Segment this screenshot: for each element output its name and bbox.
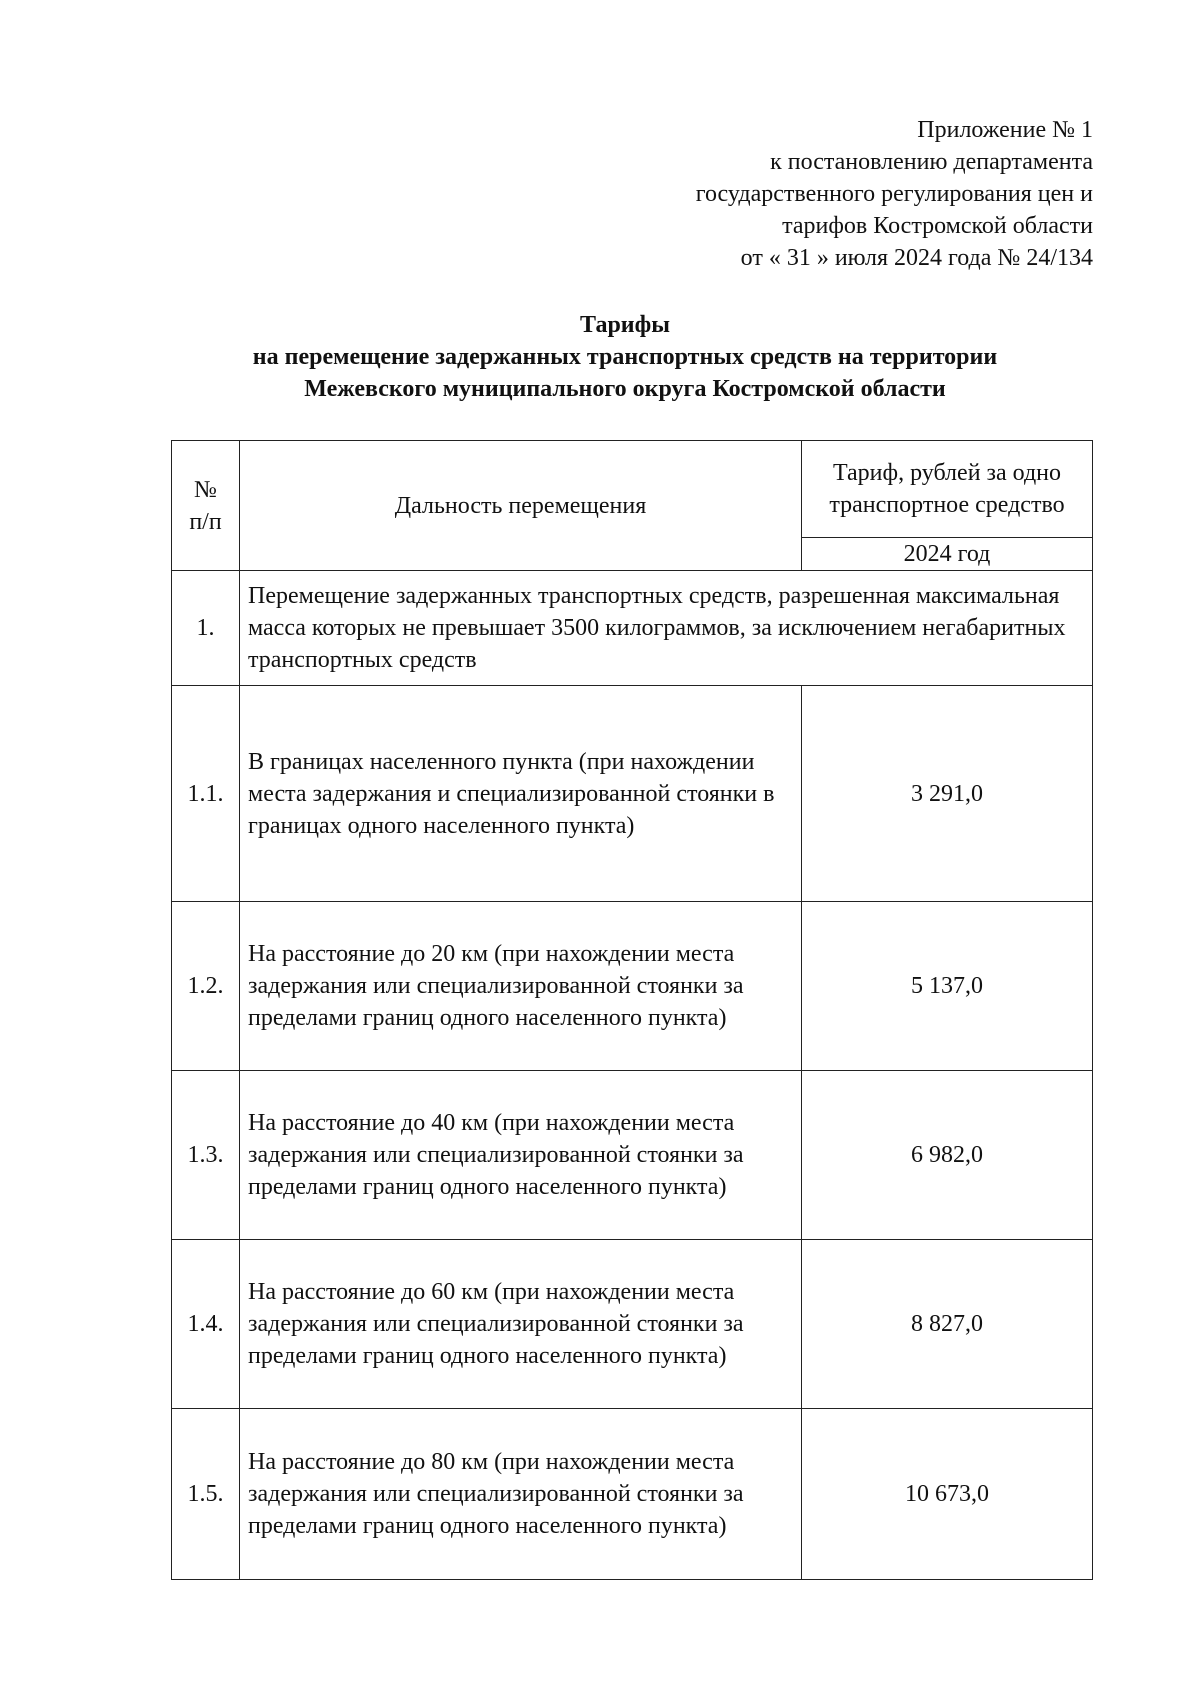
table-row xyxy=(172,1071,1093,1240)
row-number: 1.4. xyxy=(172,1240,240,1409)
row-distance: На расстояние до 80 км (при нахождении места задержания или специализированной стоянки за пределами границ одного населенного пункта) xyxy=(240,1409,802,1580)
table-row xyxy=(172,1409,1093,1580)
appendix-line: государственного регулирования цен и xyxy=(695,181,1093,207)
appendix-line: Приложение № 1 xyxy=(917,117,1093,143)
row-tariff: 5 137,0 xyxy=(802,902,1093,1071)
row-distance: На расстояние до 40 км (при нахождении места задержания или специализированной стоянки за пределами границ одного населенного пункта) xyxy=(240,1071,802,1240)
appendix-line: от « 31 » июля 2024 года № 24/134 xyxy=(740,245,1093,271)
header-year-text: 2024 год xyxy=(903,541,991,567)
row-number: 1. xyxy=(172,571,240,686)
header-tariff xyxy=(802,441,1093,538)
row-tariff: 8 827,0 xyxy=(802,1240,1093,1409)
header-distance-text: Дальность перемещения xyxy=(394,492,647,519)
row-distance: На расстояние до 20 км (при нахождении места задержания или специализированной стоянки за пределами границ одного населенного пункта) xyxy=(240,902,802,1071)
header-distance xyxy=(240,441,802,571)
section-text: Перемещение задержанных транспортных средств, разрешенная максимальная масса которых не превышает 3500 килограммов, за исключением негабаритных транспортных средств xyxy=(240,571,1093,686)
title-line: Тарифы xyxy=(580,312,670,338)
header-number-text: № п/п xyxy=(189,476,222,535)
row-number: 1.3. xyxy=(172,1071,240,1240)
appendix-line: к постановлению департамента xyxy=(770,149,1093,175)
table-row xyxy=(172,571,1093,686)
document-title xyxy=(0,309,1200,405)
row-number: 1.1. xyxy=(172,686,240,902)
row-tariff: 6 982,0 xyxy=(802,1071,1093,1240)
row-distance: В границах населенного пункта (при нахождении места задержания и специализированной стоянки в границах одного населенного пункта) xyxy=(240,686,802,902)
title-line: на перемещение задержанных транспортных средств на территории xyxy=(252,344,998,370)
row-distance: На расстояние до 60 км (при нахождении места задержания или специализированной стоянки за пределами границ одного населенного пункта) xyxy=(240,1240,802,1409)
table-row xyxy=(172,902,1093,1071)
tariffs-table xyxy=(171,440,1093,1580)
table-row xyxy=(172,1240,1093,1409)
header-year xyxy=(802,538,1093,571)
table-header-row xyxy=(172,441,1093,538)
row-number: 1.5. xyxy=(172,1409,240,1580)
row-tariff: 3 291,0 xyxy=(802,686,1093,902)
header-number xyxy=(172,441,240,571)
header-tariff-text: Тариф, рублей за одно транспортное средство xyxy=(829,460,1065,518)
table-row xyxy=(172,686,1093,902)
appendix-block xyxy=(696,114,1093,274)
title-line: Межевского муниципального округа Костромской области xyxy=(304,376,946,402)
row-tariff: 10 673,0 xyxy=(802,1409,1093,1580)
appendix-line: тарифов Костромской области xyxy=(782,213,1093,239)
row-number: 1.2. xyxy=(172,902,240,1071)
